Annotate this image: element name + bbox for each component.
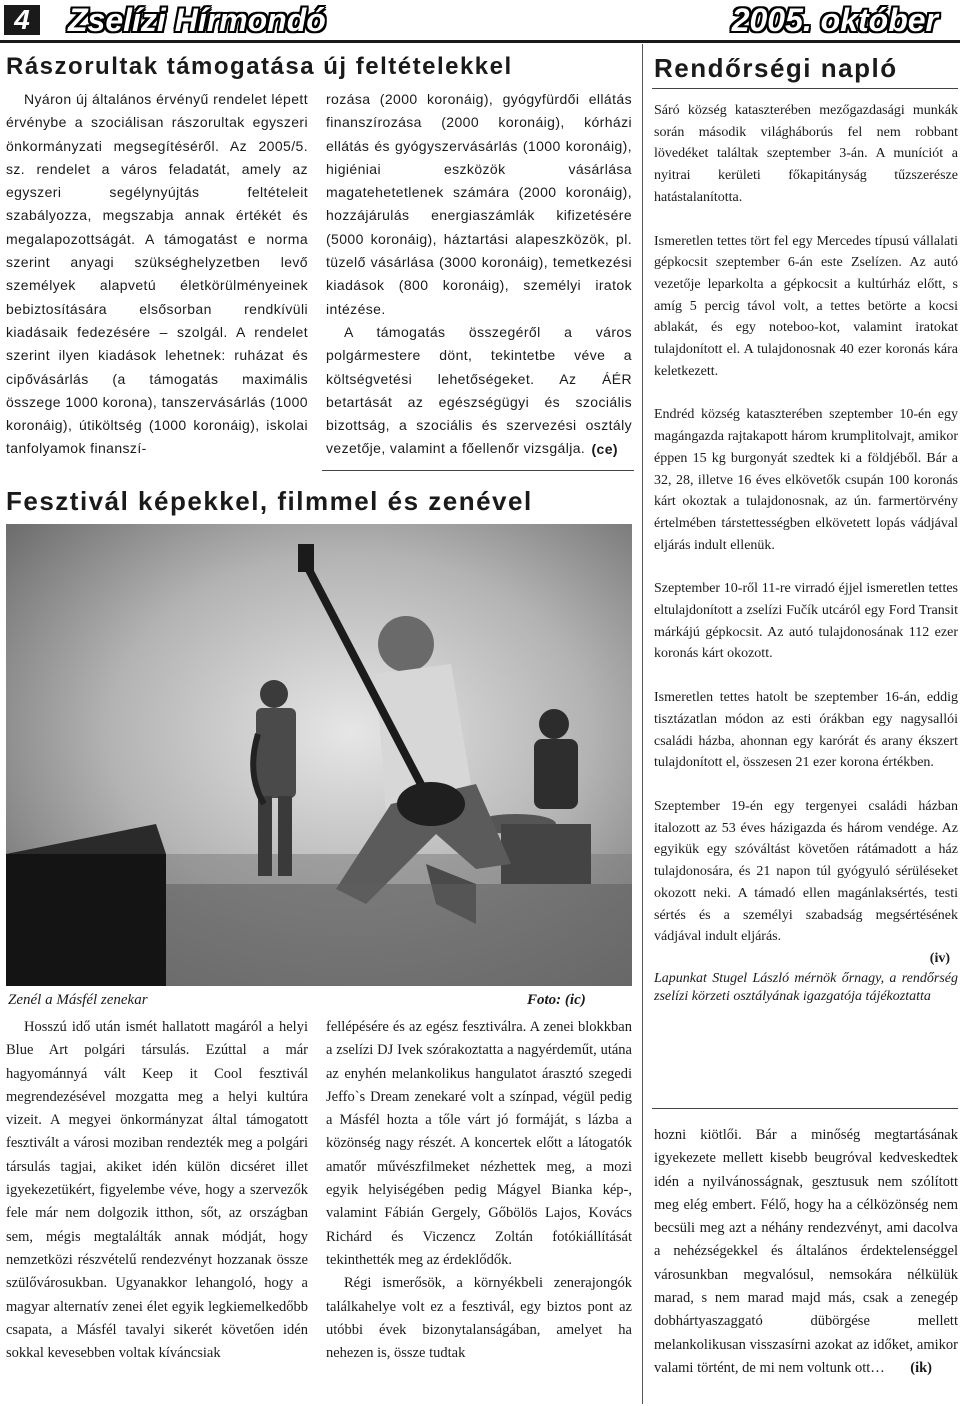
band-photo: [6, 524, 632, 986]
police-log-column: [654, 100, 958, 1006]
issue-date: 2005. október: [731, 2, 938, 38]
page-number: 4: [4, 5, 40, 35]
article-festival-text-col2-p2: Régi ismerősök, a környékbeli zenerajongók találkahelye volt ez a fesztivál, egy biztos pont az utóbbi évek bizonytalanságában, amelyet ha nehezen is, össze tudtak: [326, 1275, 632, 1362]
article-title-festival: Fesztivál képekkel, filmmel és zenével: [6, 486, 533, 516]
article-support-col2: [326, 88, 632, 464]
article-support-col1: [6, 88, 308, 464]
article-festival-col2: [326, 1016, 632, 1404]
paper-name: Zselízi Hírmondó: [68, 2, 326, 38]
header-rule: [0, 40, 960, 43]
police-log-item: Szeptember 19-én egy tergenyei családi házban italozott az 53 éves házigazda és három vendége. Az egyikük egy szóváltást követően rátámadott a ház tulajdonosára, és 21 napon túl gyógyuló sérüléseket okozott neki. A támadó ellen magánlaksértés, testi sértés és a személyi szabadság megsértésének vádjával indult eljárás.: [654, 798, 958, 945]
police-log-item: Sáró község kataszterében mezőgazdasági munkák során második világháborús fel nem robbant lövedéket találtak szeptember 3-án. A muníciót a nyitrai kerületi főkapitányság tűzszerésze hatástalanította.: [654, 103, 958, 205]
police-log-signature: (iv): [929, 950, 950, 966]
article-festival-col1: [6, 1016, 308, 1404]
article-title-support: Rászorultak támogatása új feltételekkel: [6, 53, 513, 80]
article-support-text-col2-p2: A támogatás összegéről a város polgármestere dönt, tekintetbe véve a költségvetési lehetőségeket. Az ÁÉR betartását az egészségügyi és szociális bizottság, a szociális és szervezési osztály vezetője, valamint a főellenőr vizsgálja.: [326, 323, 632, 457]
police-log-item: Endréd község kataszterében szeptember 10-én egy magángazda rajtakapott három krumplitolvajt, amikor éppen 15 kg burgonyát szedtek ki a földjéből. Bár a 32, 28, illetve 16 éves elkövetők csupán 100 koronás kárt okoztak a tulajdonosnak, az ún. farmertörvény értelmében társtettességben elkövetett lopás vádjával eljárás indult ellenük.: [654, 407, 958, 553]
photo-credit: Foto: (ic): [527, 992, 586, 1008]
article-support-text-col1: Nyáron új általános érvényű rendelet lépett érvénybe a szociálisan rászorultak egyszeri önkormányzati megsegítéséről. Az 2005/5. sz. rendelet a város feladatát, amely az egyszeri segélynyújtás feltételeit szabályozza, megszabja annak értékét és megalapozottságát. A támogatást e norma szerint anyagi szükséghelyzetben levő személyek alapvetú életkörülményeinek bebiztosítására elsősorban rendkívüli kiadásaik fedezésére – szolgál. A rendelet szerint ilyen kiadások lehetnek: ruházat és cipővásárlás (a támogatás maximális összege 1000 korona), tanszervásárlás (1000 koronáig), útiköltség (1000 koronáig), iskolai tanfolyamok finanszí-: [6, 91, 308, 457]
police-log-source-note: Lapunkat Stugel László mérnök őrnagy, a rendőrség zselízi körzeti osztályának igazgatója tájékoztatta: [654, 970, 958, 1004]
column-divider: [642, 44, 643, 1404]
police-log-end-rule: [652, 1108, 958, 1109]
article-festival-col3: [654, 1124, 958, 1406]
article-support-text-col2: rozása (2000 koronáig), gyógyfürdői ellátás finanszírozása (2000 koronáig), kórházi ellátás és gyógyszervásárlás (1000 koronáig), higiéniai eszközök vásárlása magatehetetlenek számára (2000 koronáig), hozzájárulás energiaszámlák kifizetésére (5000 koronáig), háztartási alapeszközök, pl. tüzelő vásárlása (3000 koronáig), temetkezési kiadások (800 koronáig), személyi iratok intézése.: [326, 91, 632, 317]
article-festival-text-col1: Hosszú idő után ismét hallatott magáról a helyi Blue Art polgári társulás. Ezúttal a már hagyománnyá vált Keep it Cool fesztivál megrendezésével mozgatta meg a helyi kultúra vizeit. A megyei önkormányzat által támogatott fesztivált a városi moziban rendezték meg a polgári társulás tagjai, akiket idén külön dicséret illet igyekezetükért, figyelembe véve, hogy a szervezők fele már nem dolgozik itthon, sőt, az országban sem, mégis megtalálták annak módját, hogy nemzetközi részvételű rendezvényt hozzanak össze szülővárosukban. Ugyanakkor lehangoló, hogy a magyar alternatív zenei élet egyik legkiemelkedőbb csapata, a Másfél tavalyi sikerét követően idén sokkal kevesebben voltak kíváncsiak: [6, 1019, 308, 1362]
band-photo-image: [6, 524, 632, 986]
police-log-item: Ismeretlen tettes hatolt be szeptember 16-án, eddig tisztázatlan módon az esti órákban egy nagysallói családi házba, ahonnan egy karórát és arany ékszert tulajdonított el, összesen 21 ezer korona értékben.: [654, 690, 958, 771]
police-log-title-rule: [652, 88, 958, 89]
article-festival-text-col2: fellépésére és az egész fesztiválra. A zenei blokkban a zselízi DJ Ivek szórakoztatta a nagyérdeműt, utána az enyhén melankolikus hangulatot árasztó szegedi Jeffo`s Dream zenekaré volt a színpad, végül pedig a Másfél hozta a tőle várt jó formáját, s lázba a közönség nagy részét. A koncertek előtt a látogatók amatőr művészfilmeket nézhettek meg, a mozi egyik helyiségében pedig Mágyel Bianka kép-, valamint Fábián Gergely, Gőbölös Lajos, Kovács Richárd és Viczencz Zoltán fotókiállítását tekinthették meg az érdeklődők.: [326, 1019, 632, 1268]
article-support-signature: (ce): [591, 440, 618, 457]
photo-caption: Zenél a Másfél zenekar: [8, 992, 148, 1008]
masthead: [0, 0, 960, 40]
police-log-item: Szeptember 10-ről 11-re virradó éjjel ismeretlen tettes eltulajdonított a zselízi Fučík utcáról egy Ford Transit márkájú gépkocsit. Az autó tulajdonosának 112 ezer koronás kárt okozott.: [654, 581, 958, 662]
police-log-title: Rendőrségi napló: [654, 53, 898, 83]
article-festival-text-col3: hozni kiötlői. Bár a minőség megtartásának igyekezete mellett kisebb beugróval kedveskedtek idén a nyilvánosságnak, gesztusuk nem szólított meg elég embert. Félő, hogy ha a célközönség nem becsüli meg azt a néhány rendezvényt, ami dacolva a nehézségekkel és általános érdektelenséggel városunkban megvalósul, nemsokára nélkülük marad, s nem marad majd más, csak a zenegép dobhártyaszaggató dübörgése mellett melankolikusan visszasírni azokat az időket, amikor valami történt, de mi nem voltunk ott…: [654, 1127, 958, 1376]
article-festival-signature: (ik): [910, 1360, 932, 1377]
police-log-item: Ismeretlen tettes tört fel egy Mercedes típusú vállalati gépkocsit szeptember 6-án este Zselízen. Az autó vezetője leparkolta a gépkocsit a kultúrház előtt, s amíg 5 percig távol volt, a tettes betörte a kocsi ablakát, és egy noteboo-kot, valamint iratokat tulajdonított el. A tulajdonosnak 40 ezer koronás kára keletkezett.: [654, 233, 958, 379]
article-separator: [322, 470, 634, 471]
